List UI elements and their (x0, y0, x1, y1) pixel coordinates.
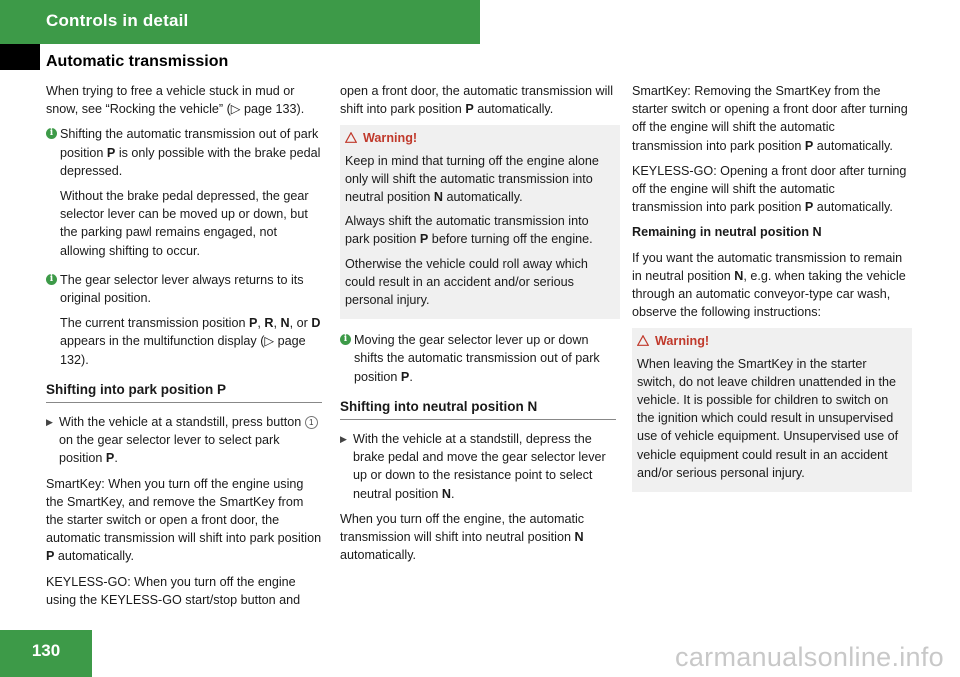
warning-triangle-icon (345, 132, 357, 143)
info-note-text: The current transmission position P, R, N, or D appears in the multifunction display (▷ page 132). (60, 316, 321, 367)
info-icon: i (46, 274, 57, 285)
warning-text: Keep in mind that turning off the engine alone only will shift the automatic transmission into neutral position N automatically. (345, 153, 599, 205)
info-note-text: Moving the gear selector lever up or down shifts the automatic transmission out of park position P. (354, 333, 600, 384)
page-number: 130 (31, 641, 61, 660)
neutral-paragraph: If you want the automatic transmission to remain in neutral position N, e.g. when taking the vehicle through an automatic conveyor-type car wash, observe the following instructions: (632, 250, 906, 320)
info-note-3 (340, 331, 616, 386)
step-item: ▶ With the vehicle at a standstill, press button 1 on the gear selector lever to select park position P. (46, 413, 322, 468)
warning-text: When leaving the SmartKey in the starter switch, do not leave children unattended in the vehicle. It is possible for children to switch on the ignition which could result in unsupervised use of vehicle equipment. Unsupervised use of vehicle equipment could result in an accident and/or serious personal injury. (637, 356, 899, 480)
engine-off-paragraph: When you turn off the engine, the automatic transmission will shift into neutral position N automatically. (340, 511, 585, 563)
smartkey-paragraph: SmartKey: When you turn off the engine using the SmartKey, and remove the SmartKey from the starter switch or open a front door, the automatic transmission will shift into park position P automatically. (46, 476, 322, 564)
warning-text: Always shift the automatic transmission into park position P before turning off the engine. (345, 214, 593, 247)
column-1 (46, 82, 322, 616)
button-1-callout: 1 (305, 416, 318, 429)
header-marker (0, 44, 40, 70)
column-2 (340, 82, 616, 571)
warning-box-2 (632, 328, 912, 492)
subheading-neutral: Remaining in neutral position N (632, 225, 822, 240)
watermark: carmanualsonline.info (675, 642, 944, 672)
info-icon: i (46, 128, 57, 139)
warning-triangle-icon (637, 335, 649, 346)
info-note-2 (46, 271, 322, 369)
info-icon: i (340, 334, 351, 345)
section-heading-park: Shifting into park position P (46, 381, 322, 403)
step-item: ▶ With the vehicle at a standstill, depress the brake pedal and move the gear selector lever up or down to the resistance point to select neutral position N. (340, 432, 606, 501)
arrow-right-icon: ▶ (340, 434, 347, 445)
smartkey-paragraph: SmartKey: Removing the SmartKey from the starter switch or opening a front door after turning off the engine will shift the automatic transmission into park position P automatically. (632, 84, 908, 153)
chapter-title: Controls in detail (46, 11, 189, 30)
keyless-paragraph: KEYLESS-GO: Opening a front door after turning off the engine will shift the automatic transmission into park position P automatically. (632, 163, 907, 215)
keyless-paragraph: KEYLESS-GO: When you turn off the engine using the KEYLESS-GO start/stop button and (46, 574, 301, 607)
section-heading-neutral: Shifting into neutral position N (340, 398, 616, 420)
info-note-text: Without the brake pedal depressed, the gear selector lever can be moved up or down, but the parking pawl remains engaged, not allowing shifting to occur. (60, 189, 309, 258)
arrow-right-icon: ▶ (46, 417, 53, 428)
warning-text: Otherwise the vehicle could roll away which could result in an accident and/or serious personal injury. (345, 256, 588, 308)
info-note-text: Shifting the automatic transmission out of park position P is only possible with the brake pedal depressed. (60, 127, 321, 178)
info-note-1 (46, 125, 322, 259)
column-3 (632, 82, 908, 504)
warning-heading: Warning! (345, 129, 612, 147)
warning-box-1 (340, 125, 620, 319)
info-note-text: The gear selector lever always returns to its original position. (60, 272, 304, 306)
intro-paragraph: When trying to free a vehicle stuck in mud or snow, see “Rocking the vehicle” (▷ page 133). (46, 84, 305, 117)
section-title: Automatic transmission (46, 53, 229, 70)
continued-paragraph: open a front door, the automatic transmission will shift into park position P automatically. (340, 84, 614, 117)
warning-heading: Warning! (637, 332, 904, 350)
